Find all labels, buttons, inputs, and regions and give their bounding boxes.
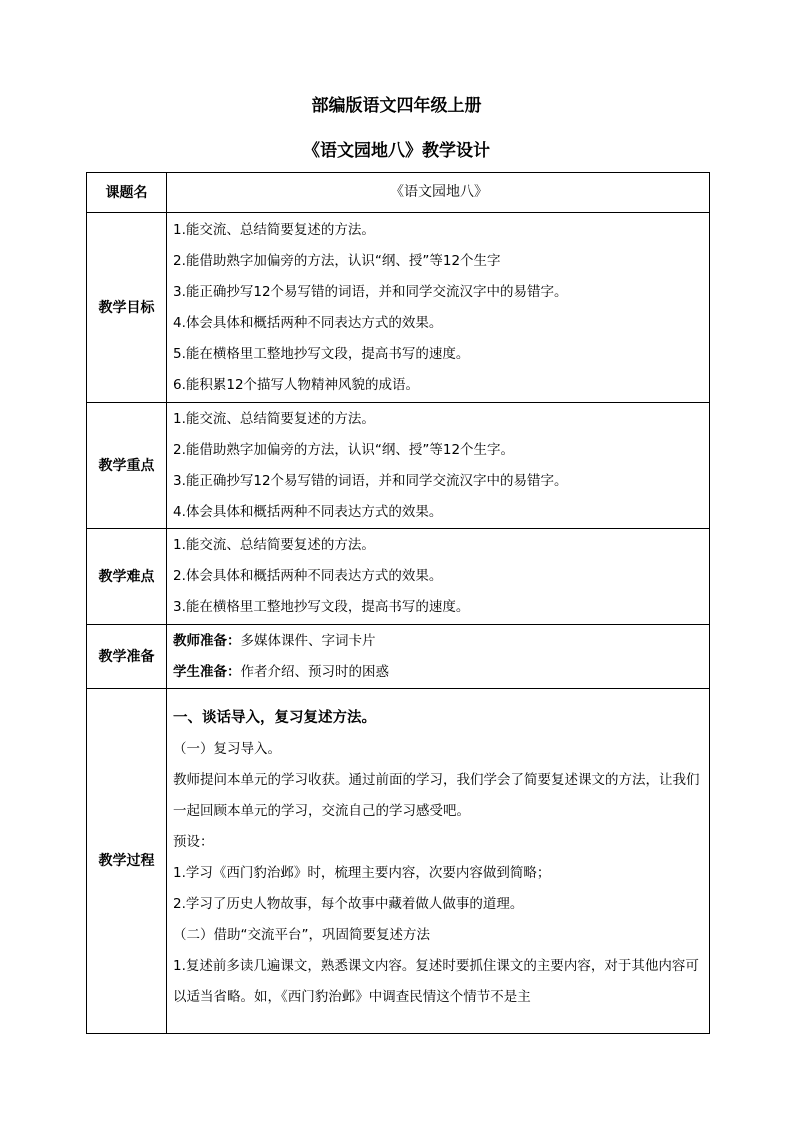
objective-item: 6.能积累12个描写人物精神风貌的成语。 bbox=[173, 376, 420, 393]
objective-item: 4.体会具体和概括两种不同表达方式的效果。 bbox=[173, 314, 443, 331]
key-point-item: 2.能借助熟字加偏旁的方法，认识“纲、授”等12个生字。 bbox=[173, 441, 515, 458]
row-process bbox=[87, 689, 710, 1034]
objective-item: 5.能在横格里工整地抄写文段，提高书写的速度。 bbox=[173, 345, 470, 362]
key-point-item: 4.体会具体和概括两种不同表达方式的效果。 bbox=[173, 503, 443, 520]
topic-value: 《语文园地八》 bbox=[167, 173, 710, 213]
objectives-content bbox=[167, 213, 710, 403]
lesson-plan-table bbox=[86, 172, 710, 1034]
process-preset-item: 1.学习《西门豹治邺》时，梳理主要内容，次要内容做到简略； bbox=[173, 865, 551, 881]
difficulties-label: 教学难点 bbox=[87, 529, 167, 625]
key-point-item: 3.能正确抄写12个易写错的词语，并和同学交流汉字中的易错字。 bbox=[173, 472, 568, 489]
student-preparation-value: 作者介绍、预习时的困惑 bbox=[240, 663, 389, 680]
preparation-label: 教学准备 bbox=[87, 625, 167, 689]
teacher-preparation-label: 教师准备： bbox=[173, 632, 241, 649]
teacher-preparation bbox=[173, 626, 705, 657]
student-preparation-label: 学生准备： bbox=[173, 663, 241, 680]
teacher-preparation-value: 多媒体课件、字词卡片 bbox=[240, 632, 376, 649]
process-content bbox=[167, 689, 710, 1034]
row-key-points bbox=[87, 403, 710, 529]
difficulty-item: 3.能在横格里工整地抄写文段，提高书写的速度。 bbox=[173, 599, 470, 615]
process-subsection-title: （二）借助“交流平台”，巩固简要复述方法 bbox=[173, 927, 430, 943]
student-preparation bbox=[173, 657, 705, 688]
process-paragraph: 1.复述前多读几遍课文，熟悉课文内容。复述时要抓住课文的主要内容，对于其他内容可以适当省略。如，《西门豹治邺》中调查民情这个情节不是主 bbox=[173, 958, 699, 1005]
document-subtitle: 《语文园地八》教学设计 bbox=[303, 141, 490, 161]
objective-item: 1.能交流、总结简要复述的方法。 bbox=[173, 221, 375, 238]
key-points-label: 教学重点 bbox=[87, 403, 167, 529]
objective-item: 2.能借助熟字加偏旁的方法，认识“纲、授”等12个生字 bbox=[173, 252, 501, 269]
document-title: 部编版语文四年级上册 bbox=[311, 96, 482, 116]
topic-label: 课题名 bbox=[87, 173, 167, 213]
process-paragraph: 教师提问本单元的学习收获。通过前面的学习，我们学会了简要复述课文的方法，让我们一起回顾本单元的学习，交流自己的学习感受吧。 bbox=[173, 772, 700, 819]
process-preset-item: 2.学习了历史人物故事，每个故事中藏着做人做事的道理。 bbox=[173, 896, 524, 912]
process-section-title: 一、谈话导入，复习复述方法。 bbox=[173, 710, 376, 726]
row-topic bbox=[87, 173, 710, 213]
process-preset-label: 预设： bbox=[173, 834, 214, 850]
preparation-content bbox=[167, 625, 710, 689]
process-subsection-title: （一）复习导入。 bbox=[173, 741, 281, 757]
objectives-label: 教学目标 bbox=[87, 213, 167, 403]
row-objectives bbox=[87, 213, 710, 403]
difficulty-item: 1.能交流、总结简要复述的方法。 bbox=[173, 537, 375, 553]
objective-item: 3.能正确抄写12个易写错的词语，并和同学交流汉字中的易错字。 bbox=[173, 283, 568, 300]
key-point-item: 1.能交流、总结简要复述的方法。 bbox=[173, 410, 375, 427]
difficulties-content bbox=[167, 529, 710, 625]
key-points-content bbox=[167, 403, 710, 529]
difficulty-item: 2.体会具体和概括两种不同表达方式的效果。 bbox=[173, 568, 443, 584]
process-label: 教学过程 bbox=[87, 689, 167, 1034]
row-difficulties bbox=[87, 529, 710, 625]
row-preparation bbox=[87, 625, 710, 689]
